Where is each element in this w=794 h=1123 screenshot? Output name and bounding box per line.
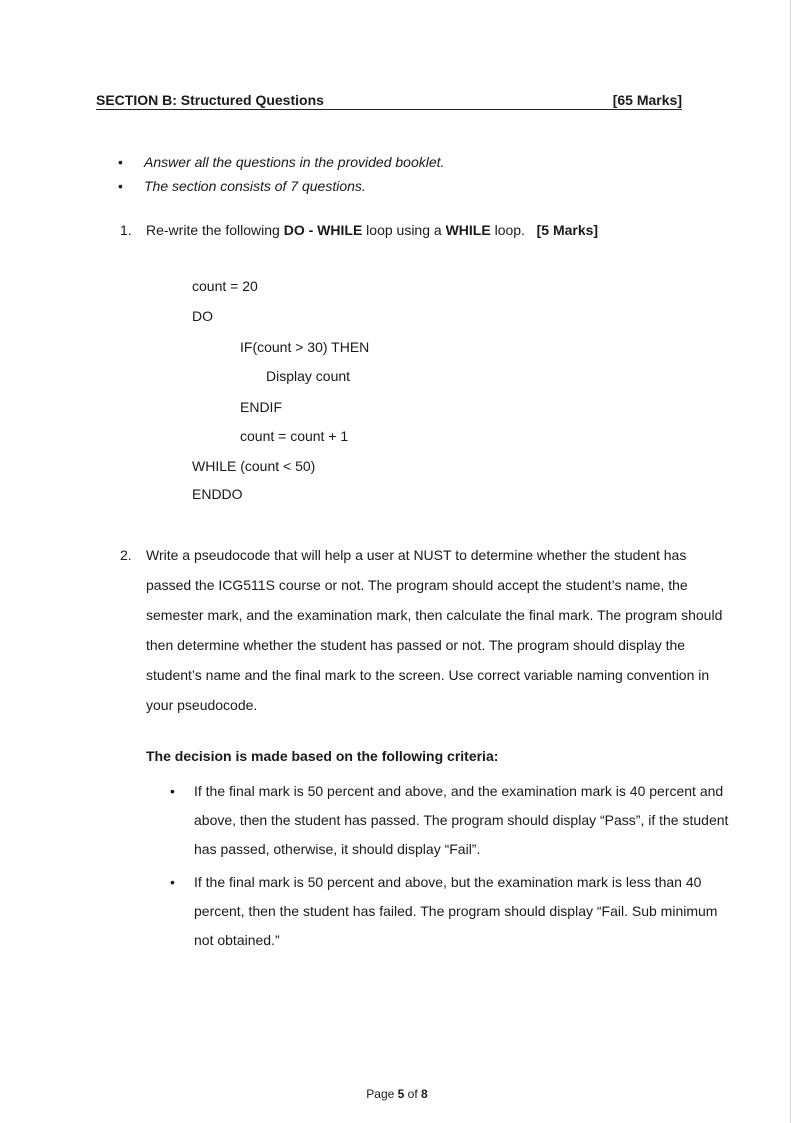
code-line: IF(count > 30) THEN [240, 339, 370, 355]
page-total: 8 [421, 1087, 428, 1101]
code-line: ENDDO [192, 486, 243, 502]
code-line: ENDIF [240, 399, 282, 415]
criteria-item: • If the final mark is 50 percent and above, and the examination mark is 40 percent and above, then the student has passed. The program should display “Pass”, if the student has passed, otherwise, it should display “Fail”. [170, 777, 730, 864]
page-current: 5 [397, 1087, 405, 1101]
keyword-do-while: DO - WHILE [283, 222, 363, 238]
instruction-item: • Answer all the questions in the provided booklet. [118, 150, 444, 174]
section-header [96, 92, 682, 110]
keyword-while: WHILE [445, 222, 491, 238]
question-text: Re-write the following DO - WHILE loop using a WHILE loop. [5 Marks] [146, 222, 599, 238]
question-2 [120, 540, 730, 720]
instruction-item: • The section consists of 7 questions. [118, 174, 444, 198]
page-edge [790, 0, 791, 1123]
page-footer: Page 5 of 8 [366, 1087, 428, 1101]
code-line: count = count + 1 [240, 428, 349, 444]
code-line: DO [192, 308, 213, 324]
instructions-list [118, 150, 444, 198]
section-marks: [65 Marks] [612, 92, 682, 108]
question-marks: [5 Marks] [536, 222, 599, 238]
section-title: SECTION B: Structured Questions [96, 92, 324, 108]
question-number: 1. [120, 222, 132, 238]
code-line: WHILE (count < 50) [192, 458, 316, 474]
criteria-item: • If the final mark is 50 percent and above, but the examination mark is less than 40 percent, then the student has failed. The program should display “Fail. Sub minimum not obtained.” [170, 868, 730, 955]
question-number: 2. [120, 547, 132, 563]
question-text: Write a pseudocode that will help a user at NUST to determine whether the student has passed the ICG511S course or not. The program should accept the student’s name, the semester mark, and the examination mark, then calculate the final mark. The program should then determine whether the student has passed or not. The program should display the student’s name and the final mark to the screen. Use correct variable naming convention in your pseudocode. [146, 547, 723, 713]
criteria-list [170, 777, 730, 959]
criteria-title: The decision is made based on the following criteria: [146, 748, 499, 764]
code-line: count = 20 [192, 278, 258, 294]
code-line: Display count [266, 368, 351, 384]
question-1 [120, 220, 730, 240]
